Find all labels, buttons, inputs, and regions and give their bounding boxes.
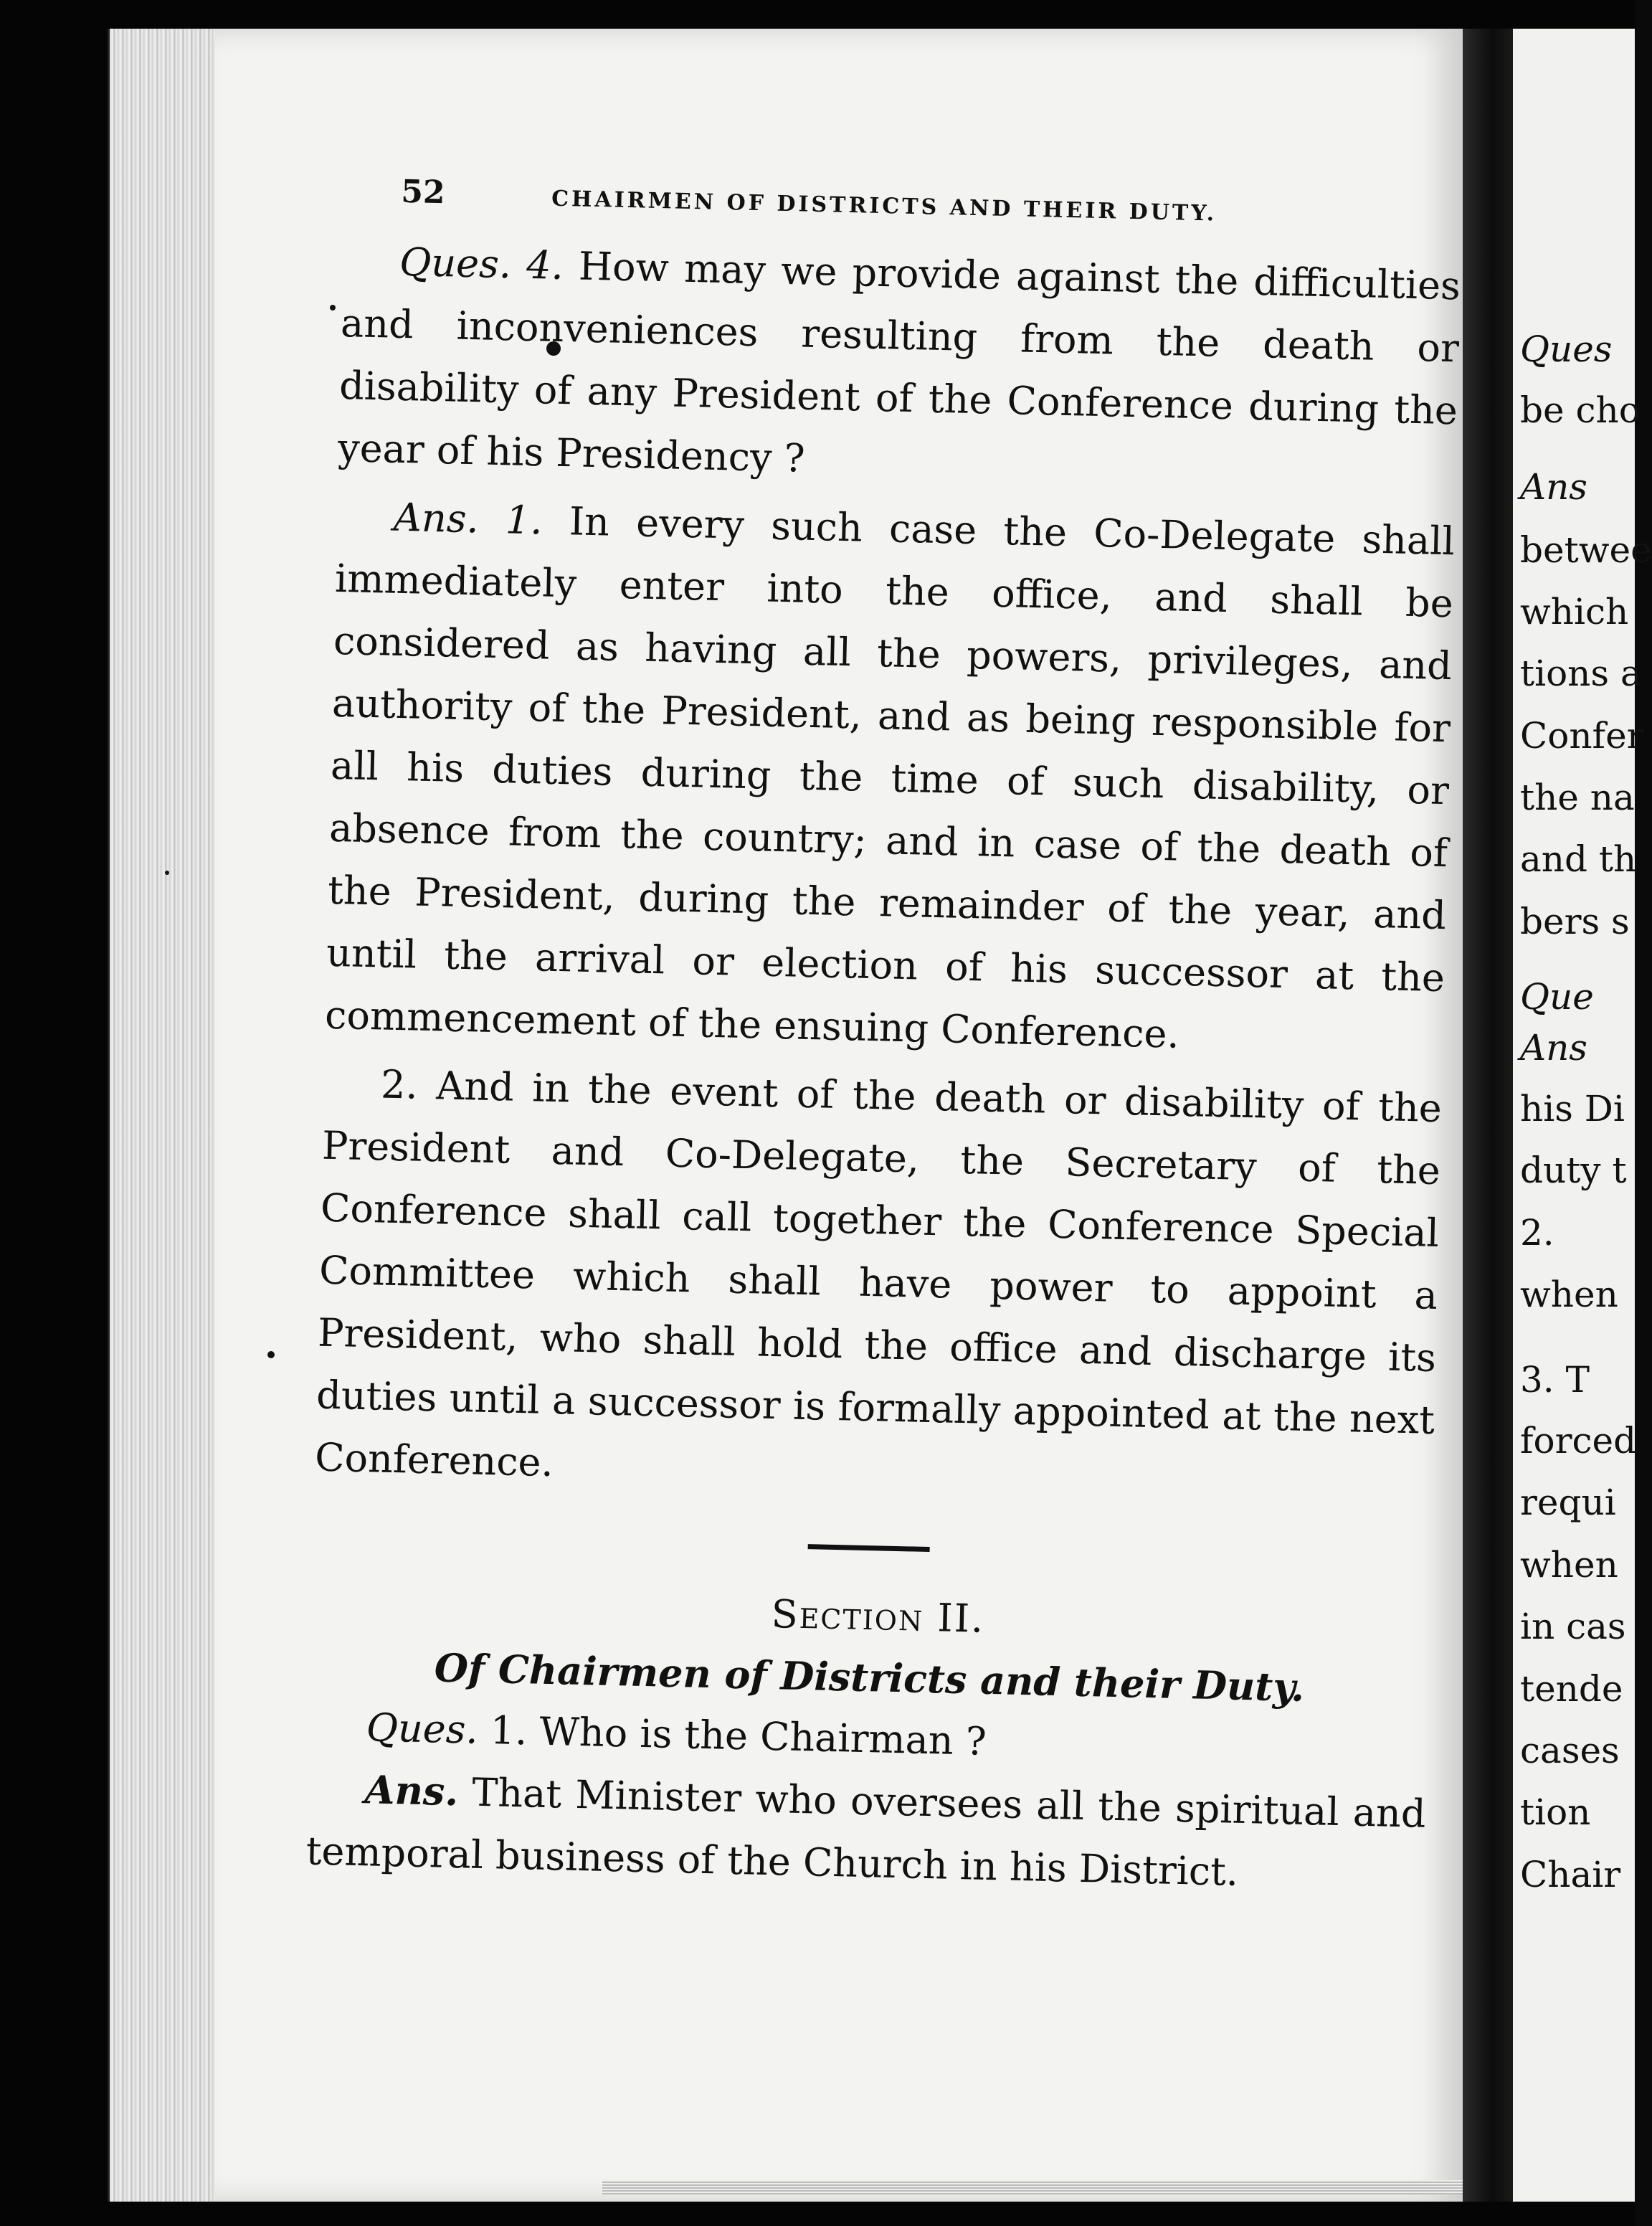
next-page-line: Confer [1520, 715, 1644, 757]
next-page-line: requi [1520, 1482, 1616, 1523]
next-page-line: duty t [1520, 1150, 1627, 1191]
question-4 [337, 229, 1461, 504]
next-page-line: his Di [1520, 1088, 1625, 1129]
next-page-line: cases [1520, 1730, 1620, 1771]
answer-2 [314, 1052, 1442, 1514]
question-text: How may we provide against the difficulties and inconveniences resulting from the death or disability of any President of the Conference during the year of his Presidency ? [337, 243, 1461, 481]
next-page-line: which [1520, 591, 1629, 633]
answer-label: Ans. 1. [393, 494, 543, 544]
next-page-line: Ans [1520, 466, 1587, 508]
next-page-line: bers s [1520, 901, 1630, 942]
next-page-line: in cas [1520, 1606, 1626, 1647]
page-edges-left [108, 29, 221, 2202]
next-page-line: Chair [1520, 1854, 1621, 1895]
next-page-line: tions a [1520, 653, 1642, 694]
next-page-line: the na [1520, 777, 1635, 818]
next-page-line: tion [1520, 1791, 1591, 1833]
answer-label: Ans. [364, 1766, 459, 1815]
answer-text: That Minister who oversees all the spiritual and temporal business of the Church in his District. [305, 1769, 1427, 1895]
next-page-line: Ans [1520, 1027, 1587, 1069]
next-page-line: and th [1520, 838, 1637, 880]
next-page-line: tende [1520, 1668, 1623, 1710]
next-page-line: 2. [1520, 1212, 1554, 1254]
answer-text: In every such case the Co-Delegate shall immediately enter into the office, and shall be considered as having all the powers, privileges, and authority of the President, and as being responsible for all his duties during the time of such disability, or absence from the country; and in case of the death of the President, during the remainder of the year, and until the arrival or election of his successor at the commencement of the ensuing Conference. [324, 498, 1456, 1057]
page-number: 52 [400, 173, 446, 212]
question-text: 1. Who is the Chairman ? [490, 1708, 987, 1764]
next-page-line: Ques [1520, 328, 1613, 370]
question-label: Ques. 4. [399, 239, 564, 288]
answer-chairman [305, 1757, 1427, 1907]
bottom-page-edge [602, 2180, 1463, 2194]
next-page-line: betwee [1520, 529, 1652, 571]
next-page-line: when [1520, 1274, 1618, 1315]
next-page-line: Que [1520, 976, 1594, 1018]
next-page-line: be cho [1520, 389, 1641, 431]
next-page-line: 3. T [1520, 1359, 1590, 1401]
page-text [305, 172, 1463, 1908]
next-page-line: when [1520, 1544, 1618, 1586]
question-label: Ques. [366, 1705, 479, 1753]
section-subtitle: Of Chairmen of Districts and their Duty. [434, 1644, 1305, 1710]
running-head-title: CHAIRMEN OF DISTRICTS AND THEIR DUTY. [551, 186, 1217, 227]
next-page-line: forced [1520, 1420, 1637, 1462]
section-rule [808, 1544, 930, 1552]
section-heading: Section II. [771, 1591, 985, 1642]
answer-text: 2. And in the event of the death or disability of the President and Co-Delegate, the Secretary of the Conference shall call together the Conference Special Committee which shall have power to appoint a President, who shall hold the office and discharge its duties until a successor is formally appointed at the next Conference. [314, 1061, 1443, 1486]
answer-1 [324, 485, 1455, 1071]
book-gutter [1463, 29, 1513, 2202]
